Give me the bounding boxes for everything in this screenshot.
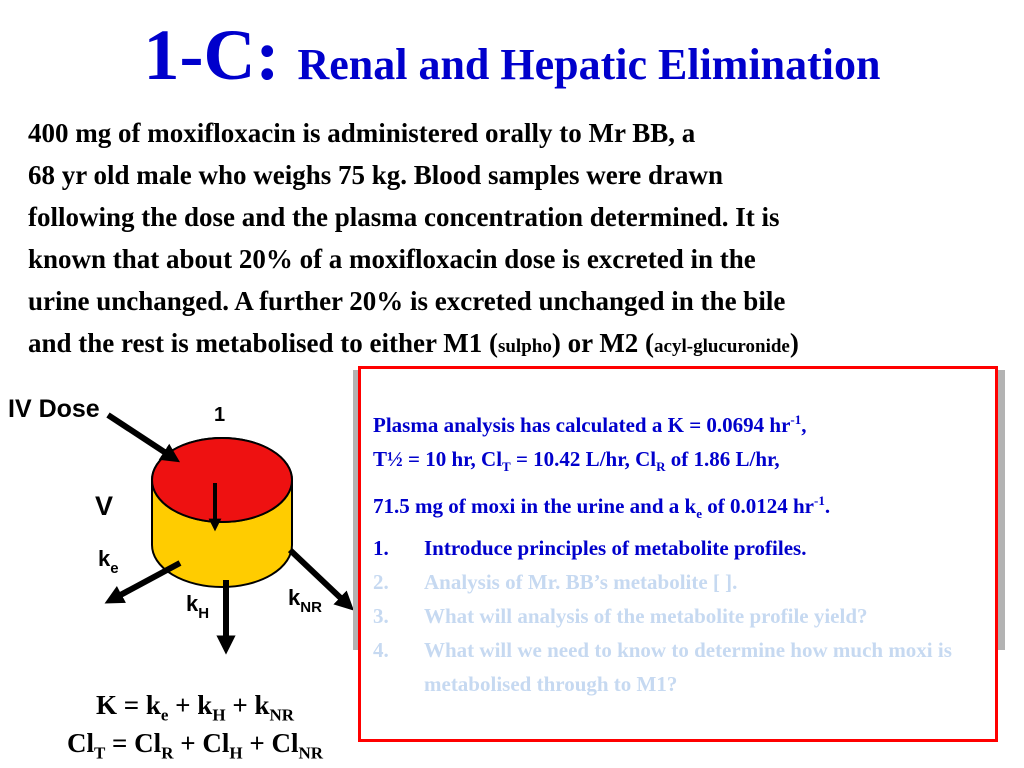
question-list (373, 531, 987, 701)
intro-line: urine unchanged. A further 20% is excreted unchanged in the bile (28, 286, 786, 316)
intro-paragraph (28, 112, 1018, 368)
intro-line: 68 yr old male who weighs 75 kg. Blood samples were drawn (28, 160, 724, 190)
compartment-top (152, 438, 292, 522)
compartment-number: 1 (214, 404, 226, 426)
list-item: 2. Analysis of Mr. BB’s metabolite [ ]. (373, 570, 738, 595)
intro-line: 400 mg of moxifloxacin is administered orally to Mr BB, a (28, 118, 696, 148)
intro-text: ) or M2 ( (551, 328, 655, 358)
compartment-diagram (0, 385, 360, 675)
kh-label: $k_H$ (186, 591, 210, 622)
list-item: 4. What will we need to know to determine how much moxi is metabolised through to M1? (373, 638, 952, 697)
volume-label: V (95, 491, 114, 521)
list-item: 3. What will analysis of the metabolite profile yield? (373, 604, 868, 629)
clearance-formula: $Cl_T = Cl_R + Cl_H + Cl_{NR}$ (66, 728, 324, 763)
intro-text: and the rest is metabolised to either M1 ( (28, 328, 498, 358)
list-item: 1. Introduce principles of metabolite profiles. (373, 536, 807, 561)
intro-line: following the dose and the plasma concentration determined. It is (28, 202, 780, 232)
analysis-line: Plasma analysis has calculated a K = 0.0694 $hr^{-1}$, (373, 412, 807, 437)
title-text: Renal and Hepatic Elimination (297, 40, 881, 89)
dose-arrow (108, 415, 172, 457)
metabolite-m2: acyl-glucuronide (654, 336, 790, 357)
iv-dose-label: IV Dose (8, 395, 100, 423)
ke-arrow (113, 563, 180, 599)
rate-constant-formula: $K = k_e + k_H + k_{NR}$ (95, 690, 295, 725)
slide-title (0, 14, 1024, 97)
analysis-line: 71.5 mg of moxi in the urine and a $k_e$ of 0.0124 $hr^{-1}$. (373, 493, 831, 522)
analysis-box (358, 366, 998, 742)
ke-label: $k_e$ (98, 546, 119, 577)
title-number: 1-C: (143, 15, 280, 95)
analysis-line: T½ = 10 hr, $Cl_T = 10.42$ L/hr, $Cl_R$ of 1.86 L/hr, (373, 447, 780, 475)
intro-text: ) (789, 328, 799, 358)
intro-line (28, 322, 1018, 368)
metabolite-m1: sulpho (497, 336, 552, 357)
intro-line: known that about 20% of a moxifloxacin dose is excreted in the (28, 244, 756, 274)
knr-label: $k_{NR}$ (288, 585, 322, 616)
